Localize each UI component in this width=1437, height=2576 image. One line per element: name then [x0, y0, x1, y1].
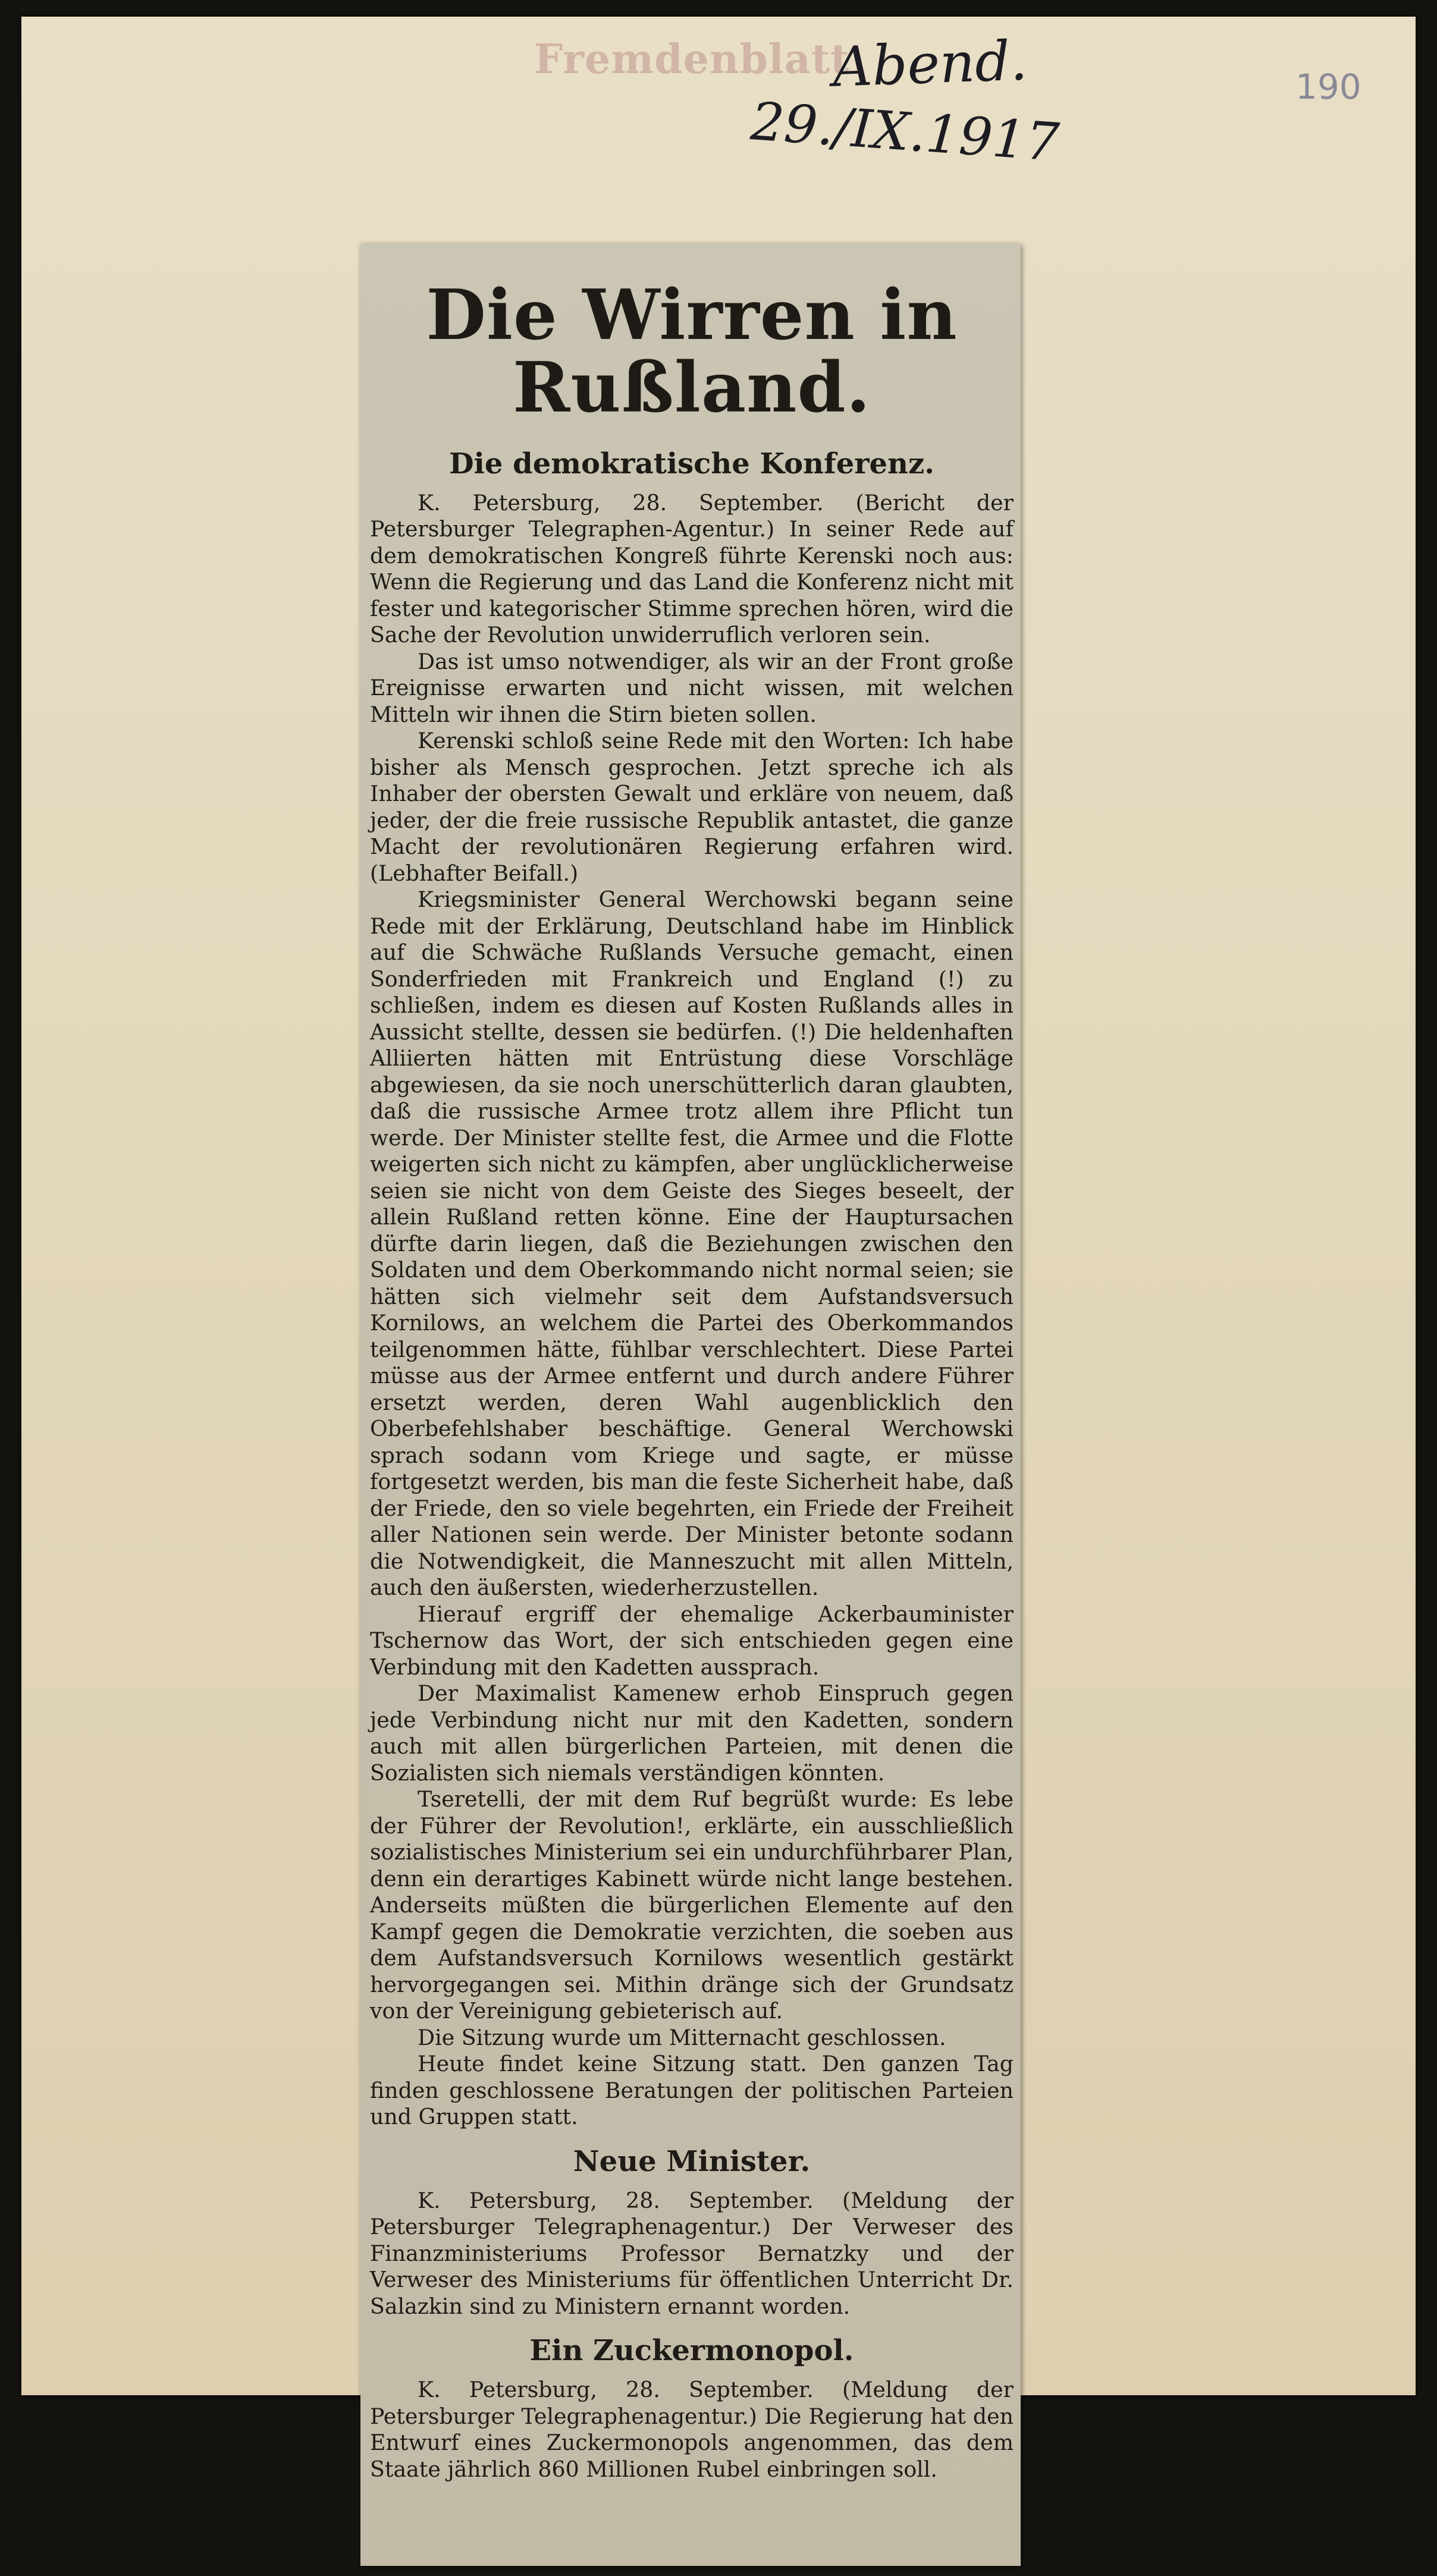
paragraph: Hierauf ergriff der ehemalige Ackerbauminister Tschernow das Wort, der sich entschieden gegen eine Verbindung mit den Kadetten aussprach.: [370, 1601, 1014, 1680]
section-heading: Die demokratische Konferenz.: [449, 447, 934, 480]
section-neue-minister: [370, 2145, 1014, 2320]
paragraph: Die Sitzung wurde um Mitternacht geschlossen.: [418, 2024, 946, 2050]
paragraph: Das ist umso notwendiger, als wir an der Front große Ereignisse erwarten und nicht wissen, mit welchen Mitteln wir ihnen die Stirn bieten sollen.: [370, 648, 1014, 727]
paragraph: Der Maximalist Kamenew erhob Einspruch gegen jede Verbindung nicht nur mit den Kadetten, sondern auch mit allen bürgerlichen Parteien, mit denen die Sozialisten sich niemals verständigen könnten.: [370, 1680, 1014, 1786]
newspaper-clipping: [360, 244, 1021, 2566]
folio-number: 190: [1295, 67, 1361, 107]
section-konferenz: [370, 447, 1014, 2131]
paragraph: K. Petersburg, 28. September. (Meldung der Petersburger Telegraphenagentur.) Der Verweser des Finanzministeriums Professor Bernatzky und der Verweser des Ministeriums für öffentlichen Unterricht Dr. Salazkin sind zu Ministern ernannt worden.: [370, 2187, 1014, 2319]
paragraph: Kerenski schloß seine Rede mit den Worten: Ich habe bisher als Mensch gesprochen. Jetzt spreche ich als Inhaber der obersten Gewalt und erkläre von neuem, daß jeder, der die freie russische Republik antastet, die ganze Macht der revolutionären Regierung erfahren wird. (Lebhafter Beifall.): [370, 728, 1014, 886]
paragraph: Tseretelli, der mit dem Ruf begrüßt wurde: Es lebe der Führer der Revolution!, erklärte, ein ausschließlich sozialistisches Ministerium sei ein undurchführbarer Plan, denn ein derartiges Kabinett würde nicht lange bestehen. Anderseits müßten die bürgerlichen Elemente auf den Kampf gegen die Demokratie verzichten, die soeben aus dem Aufstandsversuch Kornilows wesentlich gestärkt hervorgegangen sei. Mithin dränge sich der Grundsatz von der Vereinigung gebieterisch auf.: [370, 1786, 1014, 2024]
section-heading: Ein Zuckermonopol.: [529, 2334, 854, 2368]
paragraph: Kriegsminister General Werchowski begann seine Rede mit der Erklärung, Deutschland habe im Hinblick auf die Schwäche Rußlands Versuche gemacht, einen Sonderfrieden mit Frankreich und England (!) zu schließen, indem es diesen auf Kosten Rußlands alles in Aussicht stellte, dessen sie bedürfen. (!) Die heldenhaften Alliierten hätten mit Entrüstung diese Vorschläge abgewiesen, da sie noch unerschütterlich daran glaubten, daß die russische Armee trotz allem ihre Pflicht tun werde. Der Minister stellte fest, die Armee und die Flotte weigerten sich nicht zu kämpfen, aber unglücklicherweise seien sie nicht von dem Geiste des Sieges beseelt, der allein Rußland retten könne. Eine der Hauptursachen dürfte darin liegen, daß die Beziehungen zwischen den Soldaten und dem Oberkommando nicht normal seien; sie hätten sich vielmehr seit dem Aufstandsversuch Kornilows, an welchem die Partei des Oberkommandos teilgenommen hätte, fühlbar verschlechtert. Diese Partei müsse aus der Armee entfernt und durch andere Führer ersetzt werden, deren Wahl augenblicklich den Oberbefehlshaber beschäftige. General Werchowski sprach sodann vom Kriege und sagte, er müsse fortgesetzt werden, bis man die feste Sicherheit habe, daß der Friede, den so viele begehrten, ein Friede der Freiheit aller Nationen sein werde. Der Minister betonte sodann die Notwendigkeit, die Manneszucht mit allen Mitteln, auch den äußersten, wiederherzustellen.: [370, 887, 1014, 1601]
handwritten-date: 29./IX.1917: [749, 90, 1061, 173]
newspaper-stamp: Fremdenblatt: [534, 36, 850, 83]
paragraph: K. Petersburg, 28. September. (Bericht der Petersburger Telegraphen-Agentur.) In seiner Rede auf dem demokratischen Kongreß führte Kerenski noch aus: Wenn die Regierung und das Land die Konferenz nicht mit fester und kategorischer Stimme sprechen hören, wird die Sache der Revolution unwiderruflich verloren sein.: [370, 489, 1014, 648]
handwritten-source-note: Abend.: [832, 29, 1028, 99]
paragraph: K. Petersburg, 28. September. (Meldung der Petersburger Telegraphenagentur.) Die Regierung hat den Entwurf eines Zuckermonopols angenommen, das dem Staate jährlich 860 Millionen Rubel einbringen soll.: [370, 2377, 1014, 2482]
paragraph: Heute findet keine Sitzung statt. Den ganzen Tag finden geschlossene Beratungen der politischen Parteien und Gruppen statt.: [370, 2051, 1014, 2130]
section-heading: Neue Minister.: [573, 2144, 811, 2178]
section-zuckermonopol: [370, 2334, 1014, 2483]
article-headline: Die Wirren in Rußland.: [426, 275, 958, 428]
